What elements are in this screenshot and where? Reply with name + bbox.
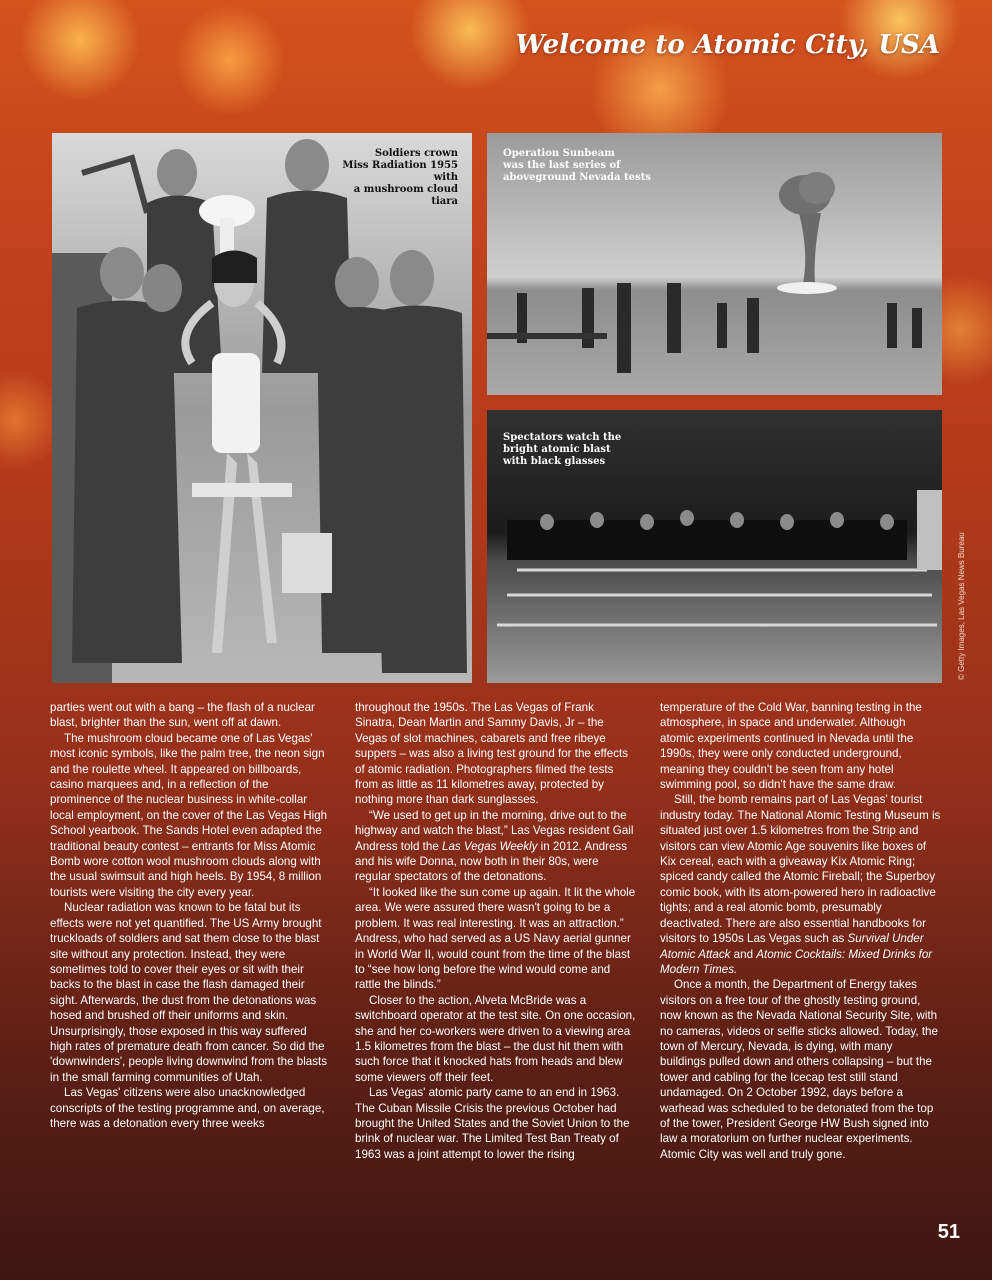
article-column-1 (50, 700, 331, 1205)
page-title: Welcome to Atomic City, USA (515, 30, 940, 60)
paragraph: temperature of the Cold War, banning testing in the atmosphere, in space and underwater. Although atomic experiments continued in Nevada until the 1990s, they were only conducted underground, meaning they couldn't be seen from any hotel swimming pool, so didn't have the same draw. (660, 701, 922, 792)
article-column-3 (660, 700, 941, 1205)
publication-title: Las Vegas Weekly (442, 839, 538, 853)
photo-miss-radiation (52, 133, 472, 683)
paragraph (660, 792, 941, 977)
paragraph: The mushroom cloud became one of Las Vegas' most iconic symbols, like the palm tree, the neon sign and the roulette wheel. It appeared on billboards, casino marquees and, in a reflection of the prominence of the nuclear business in white-collar local employment, on the cover of the Las Vegas High School yearbook. The Sands Hotel even adapted the traditional beauty contest – entrants for Miss Atomic Bomb wore cotton wool mushroom clouds along with the usual swimsuit and high heels. By 1954, 8 million tourists were visiting the city every year. (50, 731, 328, 899)
paragraph-text: and (730, 947, 757, 961)
page-number: 51 (937, 1221, 960, 1243)
paragraph: throughout the 1950s. The Las Vegas of Frank Sinatra, Dean Martin and Sammy Davis, Jr – the Vegas of slot machines, cabarets and free ribeye suppers – was also a living test ground for the effects of atomic radiation. Photographers filmed the tests from as little as 11 kilometres away, protected by nothing more than dark sunglasses. (355, 701, 629, 807)
photo-credit: © Getty Images, Las Vegas News Bureau (957, 532, 966, 680)
paragraph: Las Vegas' atomic party came to an end in 1963. The Cuban Missile Crisis the previous October had brought the United States and the Soviet Union to the brink of nuclear war. The Limited Test Ban Treaty of 1963 was a joint attempt to lower the rising (355, 1086, 630, 1161)
paragraph: Nuclear radiation was known to be fatal but its effects were not yet quantified. The US Army brought truckloads of soldiers and sat them close to the blast site without any protection. Instead, they were sometimes told to cover their eyes or sit with their backs to the blast in case the flash damaged their sight. Afterwards, the dust from the detonations was hosed and brushed off their uniforms and skin. Unsurprisingly, those exposed in this way suffered high rates of premature death from cancer. So did the 'downwinders', people living downwind from the blasts in the small farming communities of Utah. (50, 901, 328, 1084)
paragraph: “It looked like the sun come up again. It lit the whole area. We were assured there wasn't going to be a problem. It was real interesting. It was an attraction.” Andress, who had served as a US Navy aerial gunner in World War II, would count from the time of the blast to “see how long before the wind would come and rattle the blinds.” (355, 885, 636, 992)
paragraph (355, 808, 636, 885)
photo-miss-radiation-image (52, 133, 472, 683)
caption-miss-radiation: Soldiers crown Miss Radiation 1955 with a mushroom cloud tiara (342, 148, 458, 207)
book-title: Survival Under Atomic Attack (660, 932, 924, 961)
paragraph: parties went out with a bang – the flash of a nuclear blast, brighter than the sun, went off at dawn. (50, 701, 315, 730)
article-column-2 (355, 700, 636, 1205)
paragraph-text: “We used to get up in the morning, drive out to the highway and watch the blast,” Las Vegas resident Gail Andress told the (355, 808, 634, 853)
caption-operation-sunbeam: Operation Sunbeam was the last series of aboveground Nevada tests (503, 148, 651, 183)
paragraph-text: in 2012. Andress and his wife Donna, now both in their 80s, were regular spectators of the detonations. (355, 839, 627, 884)
paragraph: Las Vegas' citizens were also unacknowledged conscripts of the testing programme and, on average, there was a detonation every three weeks (50, 1086, 325, 1130)
paragraph-text: Still, the bomb remains part of Las Vegas' tourist industry today. The National Atomic Testing Museum is situated just over 1.5 kilometres from the Strip and visitors can view Atomic Age souvenirs like boxes of Kix cereal, each with a giveaway Kix Atomic Ring; spiced candy called the Atomic Fireball; the Superboy comic book, with its atom-powered hero in radioactive tights; and a real atomic bomb, presumably deactivated. There are also essential handbooks for visitors to 1950s Las Vegas such as (660, 793, 941, 946)
article-body (50, 700, 941, 1205)
paragraph: Closer to the action, Alveta McBride was a switchboard operator at the test site. On one occasion, she and her co-workers were driven to a viewing area 1.5 kilometres from the blast – the dust hit them with such force that it knocked hats from heads and blew some viewers off their feet. (355, 993, 636, 1084)
book-title: Atomic Cocktails: Mixed Drinks for Modern Times. (660, 947, 933, 976)
paragraph: Once a month, the Department of Energy takes visitors on a free tour of the ghostly testing ground, now known as the Nevada National Security Site, with no cameras, videos or selfie sticks allowed. Today, the town of Mercury, Nevada, is dying, with many buildings pulled down and others collapsing – but the tower and cabling for the Icecap test still stand undamaged. On 2 October 1992, days before a warhead was scheduled to be detonated from the top of the tower, President George HW Bush signed into law a moratorium on further nuclear experiments. Atomic City was well and truly gone. (660, 978, 938, 1161)
caption-spectators: Spectators watch the bright atomic blast with black glasses (503, 432, 622, 467)
